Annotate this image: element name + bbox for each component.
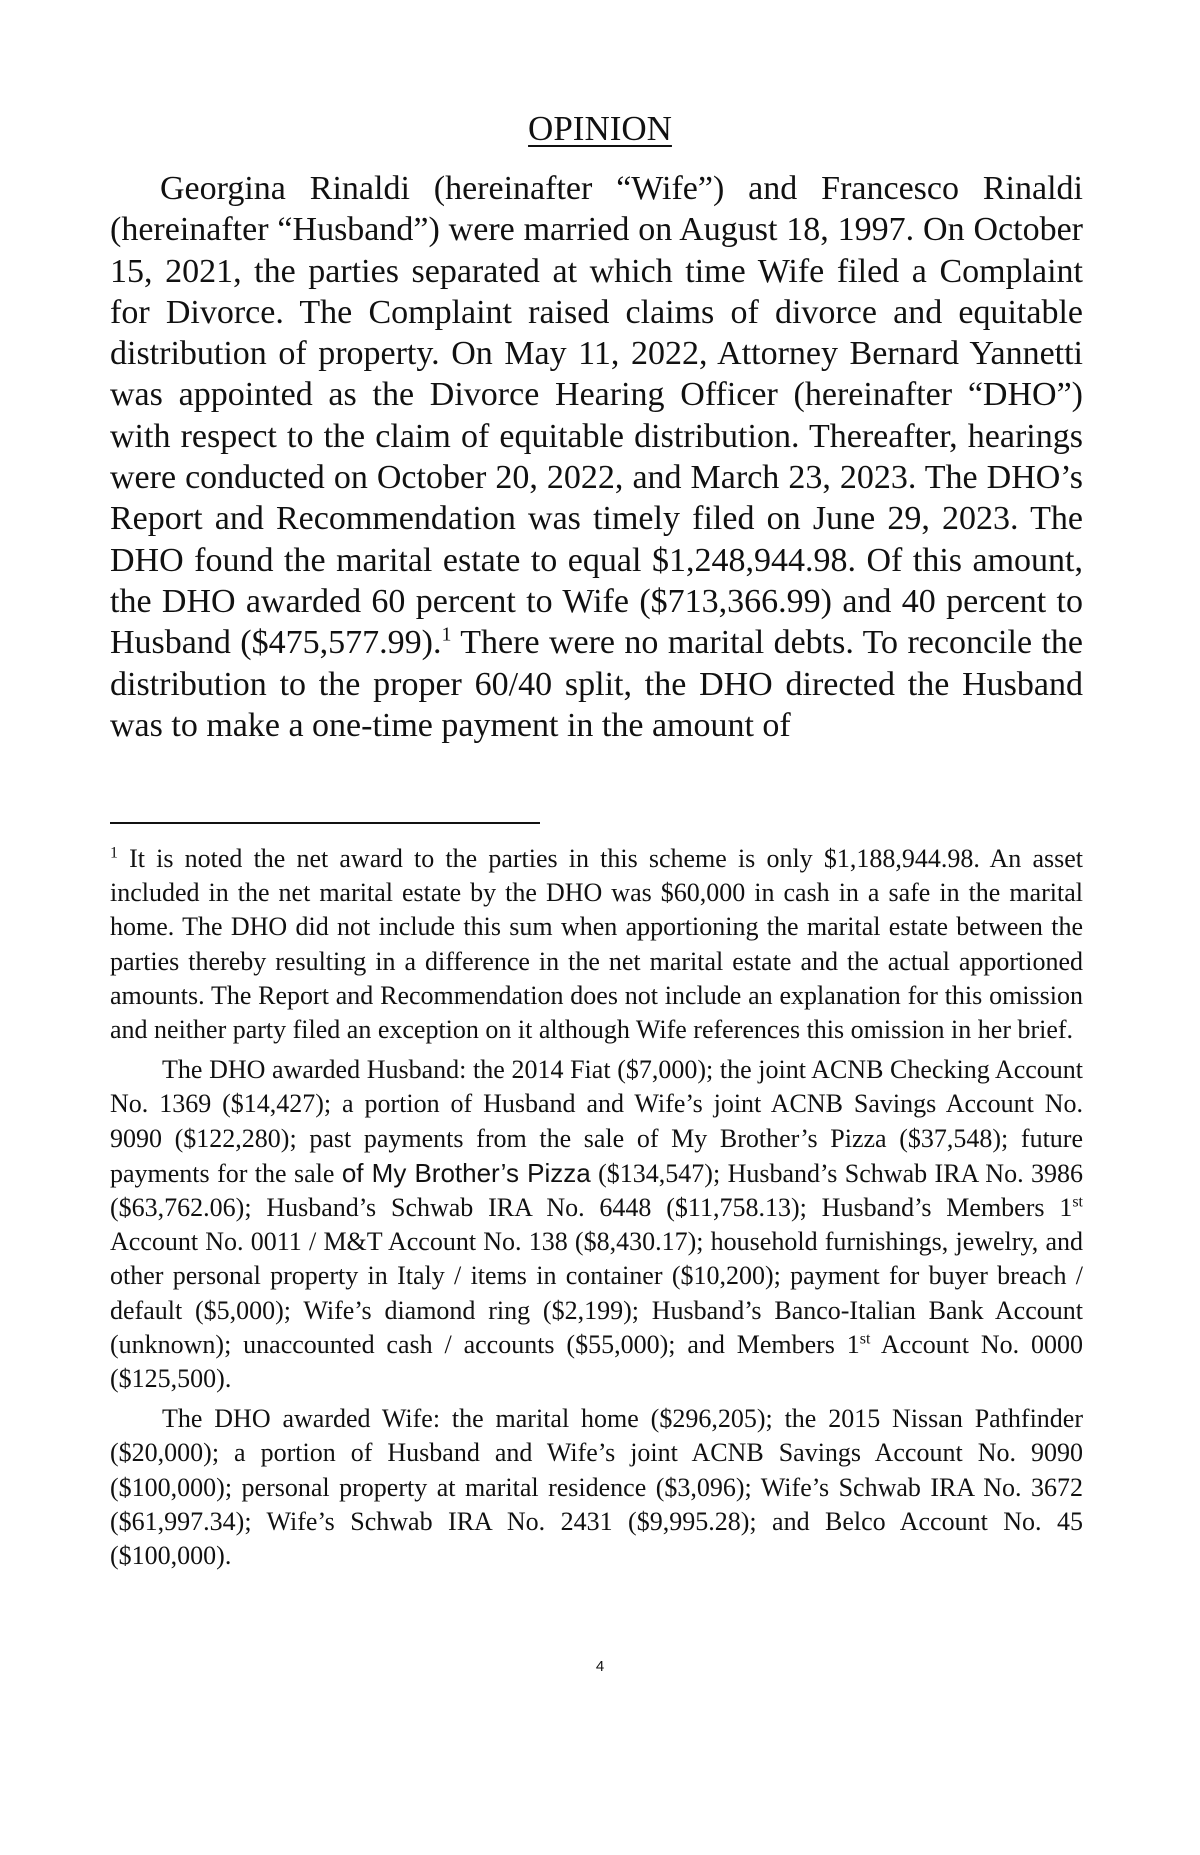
footnote-block: [110, 842, 1083, 1579]
footnote-text: It is noted the net award to the parties in this scheme is only $1,188,944.98. An asset included in the net marital estate by the DHO was $60,000 in cash in a safe in the marital home. The DHO did not include this sum when apportioning the marital estate between the parties thereby resulting in a difference in the net marital estate and the actual apportioned amounts. The Report and Recommendation does not include an explanation for this omission and neither party filed an exception on it although Wife references this omission in her brief.: [110, 844, 1083, 1045]
husband-award-paragraph: [110, 1053, 1083, 1396]
page-number: 4: [595, 1658, 605, 1675]
husband-award-sans-run: of My Brother’s Pizza: [341, 1157, 591, 1188]
husband-award-text-3: Account No. 0011 / M&T Account No. 138 ($8,430.17); household furnishings, jewelry, and other personal property in Italy / items in container ($10,200); payment for buyer breach / default ($5,000); Wife’s diamond ring ($2,199); Husband’s Banco-Italian Bank Account (unknown); unaccounted cash / accounts ($55,000); and Members 1: [110, 1227, 1083, 1359]
wife-award-text: The DHO awarded Wife: the marital home ($296,205); the 2015 Nissan Pathfinder ($20,000); a portion of Husband and Wife’s joint ACNB Savings Account No. 9090 ($100,000); personal property at marital residence ($3,096); Wife’s Schwab IRA No. 3672 ($61,997.34); Wife’s Schwab IRA No. 2431 ($9,995.28); and Belco Account No. 45 ($100,000).: [110, 1404, 1083, 1571]
husband-award-text-2: ($134,547); Husband’s Schwab IRA No. 3986 ($63,762.06); Husband’s Schwab IRA No. 6448 ($11,758.13); Husband’s Members 1: [110, 1158, 1083, 1223]
wife-award-paragraph: [110, 1402, 1083, 1573]
ordinal-suffix: st: [1072, 1193, 1083, 1211]
body-text-part-2: There were no marital debts. To reconcile the distribution to the proper 60/40 split, the DHO directed the Husband was to make a one-time payment in the amount of: [110, 624, 1083, 744]
opinion-body-paragraph: [110, 168, 1083, 746]
husband-award-text-1: The DHO awarded Husband: the 2014 Fiat ($7,000); the joint ACNB Checking Account No. 1369 ($14,427); a portion of Husband and Wife’s joint ACNB Savings Account No. 9090 ($122,280); past payments from the sale of My Brother’s Pizza ($37,548); future payments for the sale: [110, 1055, 1083, 1188]
footnote-reference-marker: 1: [441, 623, 452, 646]
husband-award-text-4: Account No. 0000 ($125,500).: [110, 1329, 1083, 1394]
ordinal-suffix: st: [859, 1330, 871, 1348]
footnote-marker: 1: [110, 844, 118, 862]
opinion-heading: OPINION: [528, 109, 672, 148]
footnote-paragraph: [110, 842, 1083, 1047]
footnote-separator-rule: [110, 822, 540, 824]
body-text-part-1: Georgina Rinaldi (hereinafter “Wife”) and Francesco Rinaldi (hereinafter “Husband”) were married on August 18, 1997. On October 15, 2021, the parties separated at which time Wife filed a Complaint for Divorce. The Complaint raised claims of divorce and equitable distribution of property. On May 11, 2022, Attorney Bernard Yannetti was appointed as the Divorce Hearing Officer (hereinafter “DHO”) with respect to the claim of equitable distribution. Thereafter, hearings were conducted on October 20, 2022, and March 23, 2023. The DHO’s Report and Recommendation was timely filed on June 29, 2023. The DHO found the marital estate to equal $1,248,944.98. Of this amount, the DHO awarded 60 percent to Wife ($713,366.99) and 40 percent to Husband ($475,577.99).: [110, 170, 1083, 662]
